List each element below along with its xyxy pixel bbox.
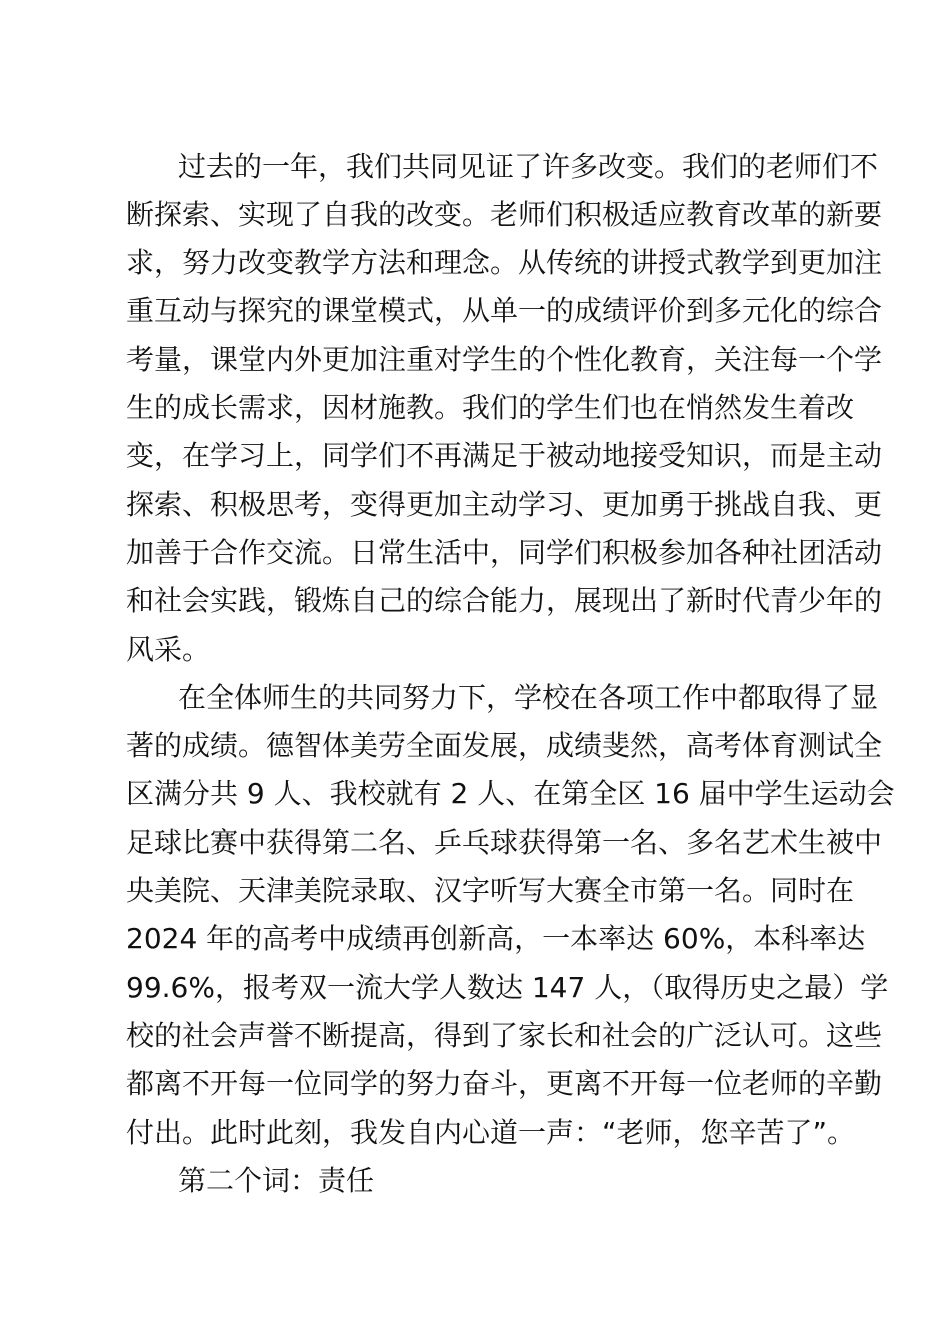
paragraph-2-line-3: 区满分共 9 人、我校就有 2 人、在第全区 16 届中学生运动会 <box>126 777 895 810</box>
paragraph-1-line-5: 考量，课堂内外更加注重对学生的个性化教育，关注每一个学 <box>126 343 883 376</box>
paragraph-2-line-2: 著的成绩。德智体美劳全面发展，成绩斐然，高考体育测试全 <box>126 729 883 762</box>
paragraph-2-line-6: 2024 年的高考中成绩再创新高，一本率达 60%，本科率达 <box>126 922 866 955</box>
paragraph-2-line-5: 央美院、天津美院录取、汉字听写大赛全市第一名。同时在 <box>126 874 855 907</box>
paragraph-1-line-6: 生的成长需求，因材施教。我们的学生们也在悄然发生着改 <box>126 391 855 424</box>
section-heading: 第二个词：责任 <box>178 1164 375 1197</box>
paragraph-1-line-8: 探索、积极思考，变得更加主动学习、更加勇于挑战自我、更 <box>126 488 883 521</box>
paragraph-2-line-8: 校的社会声誉不断提高，得到了家长和社会的广泛认可。这些 <box>126 1019 883 1052</box>
paragraph-1-line-9: 加善于合作交流。日常生活中，同学们积极参加各种社团活动 <box>126 536 883 569</box>
paragraph-1-line-10: 和社会实践，锻炼自己的综合能力，展现出了新时代青少年的 <box>126 584 883 617</box>
paragraph-2-line-1: 在全体师生的共同努力下，学校在各项工作中都取得了显 <box>178 681 879 714</box>
paragraph-2-line-7: 99.6%，报考双一流大学人数达 147 人，（取得历史之最）学 <box>126 971 889 1004</box>
paragraph-1-line-1: 过去的一年，我们共同见证了许多改变。我们的老师们不 <box>178 150 879 183</box>
paragraph-1-line-4: 重互动与探究的课堂模式，从单一的成绩评价到多元化的综合 <box>126 294 883 327</box>
paragraph-1-line-3: 求，努力改变教学方法和理念。从传统的讲授式教学到更加注 <box>126 246 883 279</box>
paragraph-2-line-4: 足球比赛中获得第二名、乒乓球获得第一名、多名艺术生被中 <box>126 826 883 859</box>
paragraph-2-line-10: 付出。此时此刻，我发自内心道一声：“老师，您辛苦了”。 <box>126 1116 856 1149</box>
paragraph-1-line-7: 变，在学习上，同学们不再满足于被动地接受知识，而是主动 <box>126 439 883 472</box>
paragraph-1-line-11: 风采。 <box>126 633 211 666</box>
paragraph-1-line-2: 断探索、实现了自我的改变。老师们积极适应教育改革的新要 <box>126 198 883 231</box>
paragraph-2-line-9: 都离不开每一位同学的努力奋斗，更离不开每一位老师的辛勤 <box>126 1067 883 1100</box>
